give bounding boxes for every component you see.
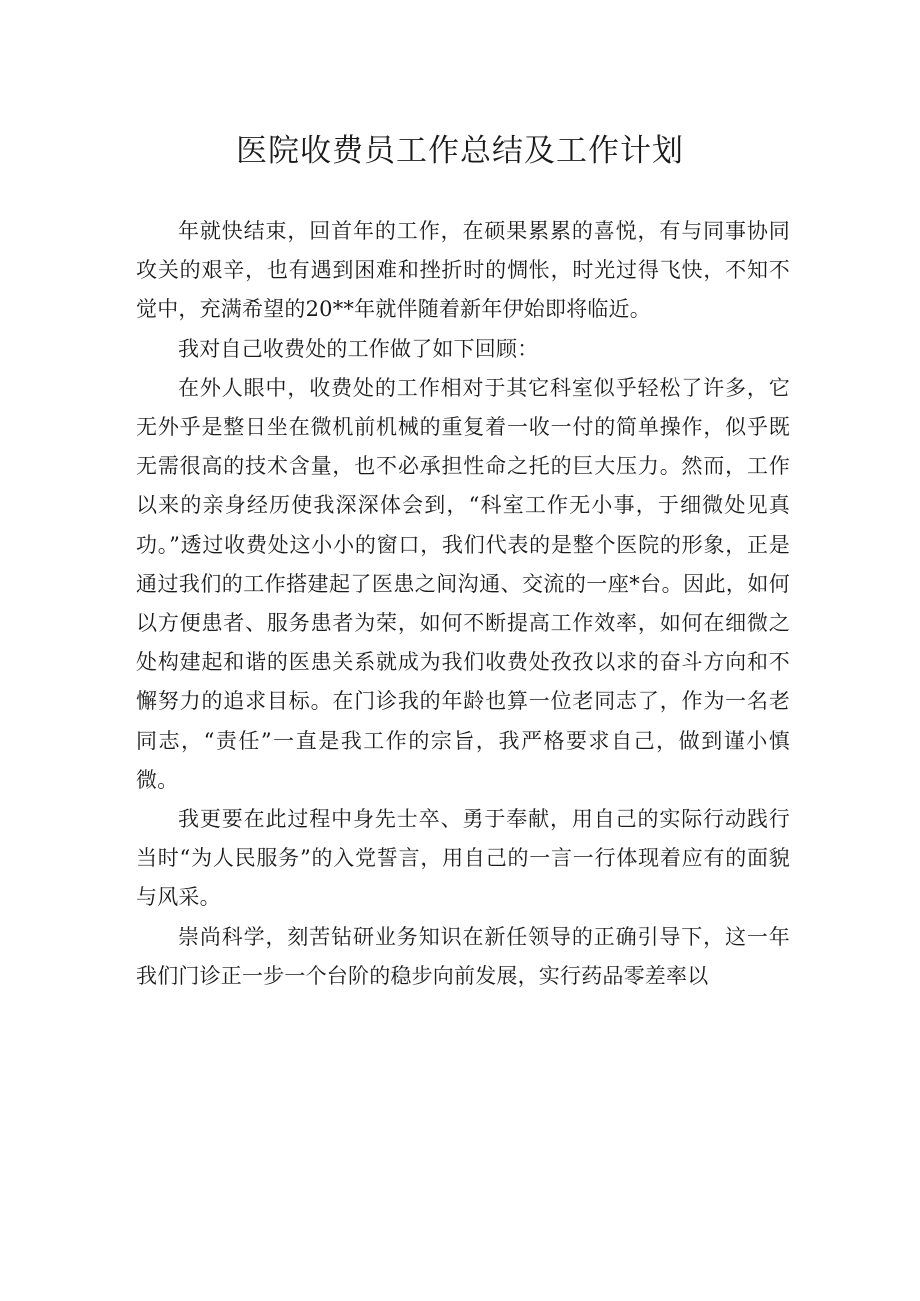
document-title: 医院收费员工作总结及工作计划 [236, 133, 684, 169]
paragraph-1: 年就快结束，回首年的工作，在硕果累累的喜悦，有与同事协同攻关的艰辛，也有遇到困难和挫折时的惆怅，时光过得飞快，不知不觉中，充满希望的20**年就伴随着新年伊始即将临近。 [136, 219, 790, 322]
paragraph-5: 崇尚科学，刻苦钻研业务知识在新任领导的正确引导下，这一年我们门诊正一步一个台阶的稳步向前发展，实行药品零差率以 [136, 924, 790, 988]
document-body [136, 212, 790, 996]
paragraph-4: 我更要在此过程中身先士卒、勇于奉献，用自己的实际行动践行当时“为人民服务”的入党誓言，用自己的一言一行体现着应有的面貌与风采。 [136, 807, 790, 910]
paragraph-2: 我对自己收费处的工作做了如下回顾： [178, 336, 539, 361]
paragraph-3: 在外人眼中，收费处的工作相对于其它科室似乎轻松了许多，它无外乎是整日坐在微机前机械的重复着一收一付的简单操作，似乎既无需很高的技术含量，也不必承担性命之托的巨大压力。然而，工作以来的亲身经历使我深深体会到，“科室工作无小事，于细微处见真功。”透过收费处这小小的窗口，我们代表的是整个医院的形象，正是通过我们的工作搭建起了医患之间沟通、交流的一座*台。因此，如何以方便患者、服务患者为荣，如何不断提高工作效率，如何在细微之处构建起和谐的医患关系就成为我们收费处孜孜以求的奋斗方向和不懈努力的追求目标。在门诊我的年龄也算一位老同志了，作为一名老同志，“责任”一直是我工作的宗旨，我严格要求自己，做到谨小慎微。 [136, 375, 790, 792]
